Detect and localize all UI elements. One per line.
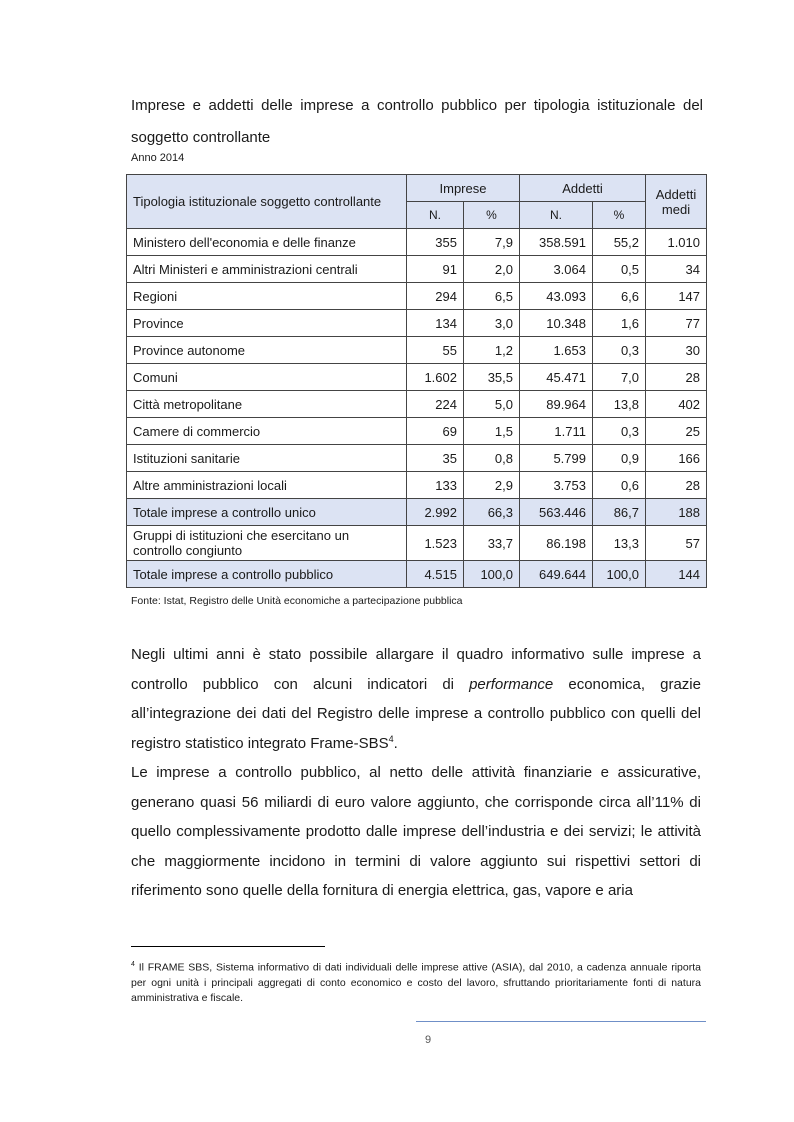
table-row (127, 391, 707, 418)
addetti-pct-cell: 55,2 (593, 229, 646, 256)
addetti-n-cell: 43.093 (520, 283, 593, 310)
row-label: Altri Ministeri e amministrazioni centrali (127, 256, 407, 283)
paragraph-1-italic: performance (469, 675, 554, 693)
table-source-note: Fonte: Istat, Registro delle Unità economiche a partecipazione pubblica (131, 595, 463, 607)
addetti-n-cell: 358.591 (520, 229, 593, 256)
column-header-tipologia: Tipologia istituzionale soggetto controllante (127, 175, 407, 229)
paragraph-2: Le imprese a controllo pubblico, al netto delle attività finanziarie e assicurative, generano quasi 56 miliardi di euro valore aggiunto, che corrisponde circa all’11% di quello complessivamente prodotto dalle imprese dell’industria e dei servizi; le attività che maggiormente incidono in termini di valore aggiunto sui rispettivi settori di riferimento sono quelle della fornitura di energia elettrica, gas, vapore e aria (131, 764, 701, 899)
row-label: Regioni (127, 283, 407, 310)
addetti-pct-cell: 0,3 (593, 418, 646, 445)
page-footer-rule (416, 1021, 706, 1022)
column-group-imprese: Imprese (407, 175, 520, 202)
imprese-n-cell: 69 (407, 418, 464, 445)
column-header-imprese-pct: % (464, 202, 520, 229)
imprese-n-cell: 355 (407, 229, 464, 256)
addetti-pct-cell: 13,3 (593, 526, 646, 561)
imprese-n-cell: 35 (407, 445, 464, 472)
addetti-n-cell: 45.471 (520, 364, 593, 391)
addetti-pct-cell: 0,5 (593, 256, 646, 283)
addetti-pct-cell: 1,6 (593, 310, 646, 337)
body-text (131, 640, 701, 906)
addetti-pct-cell: 100,0 (593, 561, 646, 588)
imprese-n-cell: 55 (407, 337, 464, 364)
addetti-medi-cell: 30 (646, 337, 707, 364)
table-row (127, 337, 707, 364)
table-row (127, 418, 707, 445)
row-label: Comuni (127, 364, 407, 391)
table-row (127, 472, 707, 499)
footnote-reference[interactable]: 4 (388, 733, 394, 744)
paragraph-1-text: Negli ultimi anni è stato possibile allargare il quadro informativo sulle imprese a controllo pubblico con alcuni indicatori di (131, 646, 701, 693)
row-label: Città metropolitane (127, 391, 407, 418)
addetti-n-cell: 3.064 (520, 256, 593, 283)
addetti-n-cell: 1.653 (520, 337, 593, 364)
row-label: Totale imprese a controllo unico (127, 499, 407, 526)
imprese-n-cell: 294 (407, 283, 464, 310)
footnote-separator (131, 946, 325, 947)
row-label: Province (127, 310, 407, 337)
imprese-pct-cell: 7,9 (464, 229, 520, 256)
table-row-total-pubblico (127, 561, 707, 588)
imprese-pct-cell: 6,5 (464, 283, 520, 310)
imprese-n-cell: 2.992 (407, 499, 464, 526)
imprese-n-cell: 224 (407, 391, 464, 418)
imprese-pct-cell: 1,2 (464, 337, 520, 364)
row-label: Province autonome (127, 337, 407, 364)
paragraph-1-text-cont: economica, grazie all’integrazione dei dati del Registro delle imprese a controllo pubblico con quelli del registro statistico integrato Frame-SBS (131, 675, 701, 752)
imprese-pct-cell: 100,0 (464, 561, 520, 588)
table-row (127, 283, 707, 310)
table-row (127, 445, 707, 472)
imprese-pct-cell: 5,0 (464, 391, 520, 418)
row-label: Ministero dell'economia e delle finanze (127, 229, 407, 256)
table-row (127, 229, 707, 256)
column-group-addetti: Addetti (520, 175, 646, 202)
imprese-n-cell: 134 (407, 310, 464, 337)
addetti-medi-cell: 1.010 (646, 229, 707, 256)
imprese-n-cell: 4.515 (407, 561, 464, 588)
row-label: Camere di commercio (127, 418, 407, 445)
imprese-n-cell: 1.523 (407, 526, 464, 561)
addetti-pct-cell: 0,6 (593, 472, 646, 499)
imprese-pct-cell: 1,5 (464, 418, 520, 445)
imprese-n-cell: 1.602 (407, 364, 464, 391)
column-header-addetti-medi: Addetti medi (646, 175, 707, 229)
addetti-n-cell: 5.799 (520, 445, 593, 472)
addetti-medi-cell: 144 (646, 561, 707, 588)
table-row-total-unico (127, 499, 707, 526)
table-row (127, 526, 707, 561)
data-table (126, 174, 707, 588)
row-label: Gruppi di istituzioni che esercitano un controllo congiunto (127, 526, 407, 561)
table-title: Imprese e addetti delle imprese a controllo pubblico per tipologia istituzionale del soggetto controllante (131, 97, 703, 146)
addetti-pct-cell: 0,9 (593, 445, 646, 472)
addetti-medi-cell: 166 (646, 445, 707, 472)
addetti-medi-cell: 28 (646, 364, 707, 391)
addetti-medi-cell: 57 (646, 526, 707, 561)
addetti-medi-cell: 402 (646, 391, 707, 418)
addetti-n-cell: 649.644 (520, 561, 593, 588)
imprese-pct-cell: 3,0 (464, 310, 520, 337)
addetti-medi-cell: 34 (646, 256, 707, 283)
addetti-pct-cell: 0,3 (593, 337, 646, 364)
addetti-medi-cell: 28 (646, 472, 707, 499)
row-label: Altre amministrazioni locali (127, 472, 407, 499)
addetti-pct-cell: 13,8 (593, 391, 646, 418)
imprese-pct-cell: 66,3 (464, 499, 520, 526)
addetti-pct-cell: 7,0 (593, 364, 646, 391)
column-header-addetti-pct: % (593, 202, 646, 229)
imprese-pct-cell: 33,7 (464, 526, 520, 561)
row-label: Istituzioni sanitarie (127, 445, 407, 472)
addetti-medi-cell: 25 (646, 418, 707, 445)
footnote (131, 957, 701, 1006)
footnote-number: 4 (131, 961, 135, 968)
addetti-n-cell: 10.348 (520, 310, 593, 337)
imprese-pct-cell: 35,5 (464, 364, 520, 391)
paragraph-1-end: . (393, 734, 398, 752)
footnote-text: Il FRAME SBS, Sistema informativo di dati individuali delle imprese attive (ASIA), dal 2010, a cadenza annuale riporta per ogni unità i principali aggregati di conto economico e costo del lavoro, sfruttando prioritariamente fonti di natura amministrativa e fiscale. (131, 961, 701, 1004)
column-header-imprese-n: N. (407, 202, 464, 229)
imprese-n-cell: 91 (407, 256, 464, 283)
imprese-pct-cell: 0,8 (464, 445, 520, 472)
table-row (127, 310, 707, 337)
addetti-pct-cell: 86,7 (593, 499, 646, 526)
addetti-n-cell: 86.198 (520, 526, 593, 561)
addetti-n-cell: 89.964 (520, 391, 593, 418)
addetti-pct-cell: 6,6 (593, 283, 646, 310)
addetti-n-cell: 563.446 (520, 499, 593, 526)
page-number: 9 (424, 1034, 432, 1046)
imprese-pct-cell: 2,9 (464, 472, 520, 499)
table-subtitle: Anno 2014 (131, 152, 185, 164)
addetti-medi-cell: 147 (646, 283, 707, 310)
addetti-medi-cell: 188 (646, 499, 707, 526)
addetti-medi-cell: 77 (646, 310, 707, 337)
addetti-n-cell: 1.711 (520, 418, 593, 445)
column-header-addetti-n: N. (520, 202, 593, 229)
imprese-n-cell: 133 (407, 472, 464, 499)
imprese-pct-cell: 2,0 (464, 256, 520, 283)
paragraph-1 (131, 640, 701, 758)
row-label: Totale imprese a controllo pubblico (127, 561, 407, 588)
table-row (127, 256, 707, 283)
addetti-n-cell: 3.753 (520, 472, 593, 499)
table-row (127, 364, 707, 391)
